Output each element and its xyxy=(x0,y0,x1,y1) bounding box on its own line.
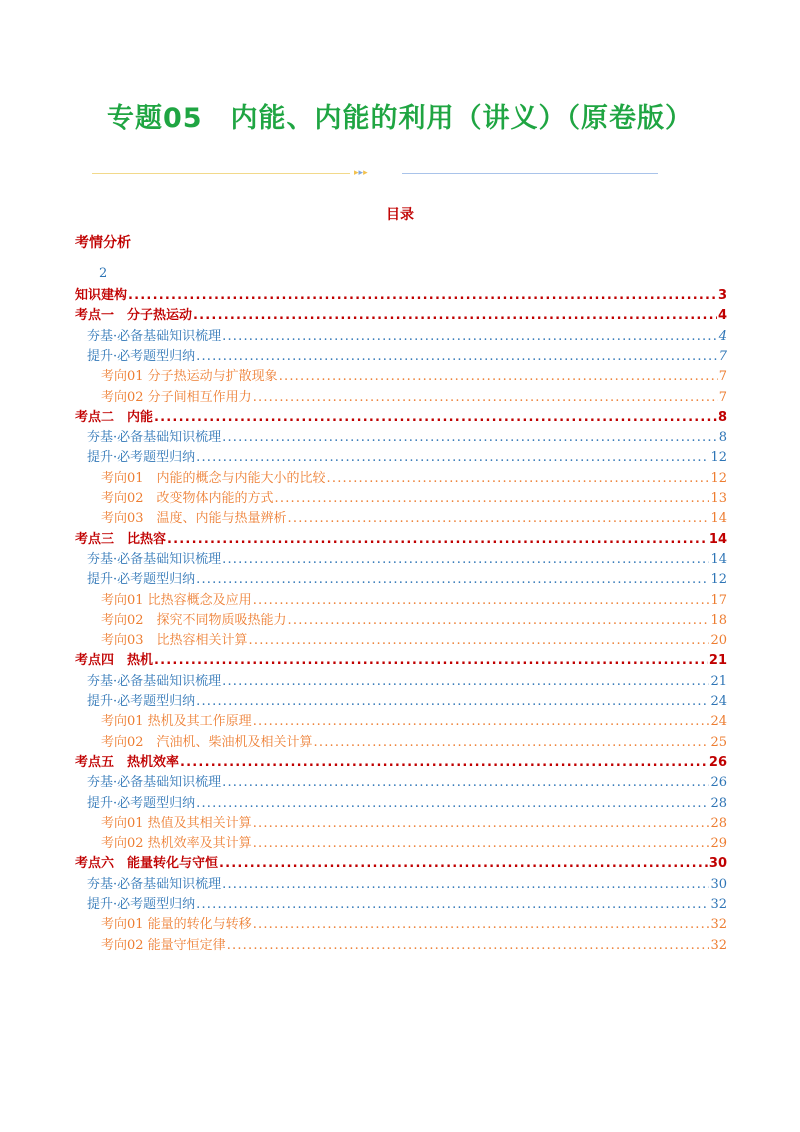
toc-leader-dots xyxy=(196,794,709,814)
toc-entry[interactable] xyxy=(75,814,727,834)
toc-entry[interactable] xyxy=(75,367,727,387)
toc-entry-label: 考点四 热机 xyxy=(75,653,154,669)
toc-leader-dots xyxy=(253,915,710,935)
toc-entry-label: 夯基·必备基础知识梳理 xyxy=(87,876,222,892)
toc-leader-dots xyxy=(196,347,718,367)
toc-leader-dots xyxy=(279,367,718,387)
toc-entry-page-number: 26 xyxy=(708,754,727,770)
toc-entry[interactable] xyxy=(75,631,727,651)
toc-entry-page-number: 7 xyxy=(718,348,727,364)
toc-entry-label: 考向01 内能的概念与内能大小的比较 xyxy=(101,470,326,486)
toc-entry[interactable] xyxy=(75,672,727,692)
toc-entry[interactable] xyxy=(75,915,727,935)
toc-entry-page-number: 32 xyxy=(710,917,727,933)
toc-leader-dots xyxy=(253,834,710,854)
toc-leader-dots xyxy=(253,712,710,732)
toc-entry-page-number: 25 xyxy=(710,734,727,750)
toc-entry-page-number: 8 xyxy=(717,409,727,425)
toc-leader-dots xyxy=(222,428,718,448)
toc-entry-page-number: 30 xyxy=(710,876,727,892)
toc-entry[interactable] xyxy=(75,327,727,347)
toc-entry-label: 夯基·必备基础知识梳理 xyxy=(87,673,222,689)
toc-entry-page-number: 30 xyxy=(708,856,727,872)
title-divider xyxy=(92,168,658,178)
toc-entry[interactable] xyxy=(75,448,727,468)
toc-entry-label: 提升·必考题型归纳 xyxy=(87,450,196,466)
toc-entry-label: 考向01 分子热运动与扩散现象 xyxy=(101,369,278,385)
toc-entry-label: 考向01 能量的转化与转移 xyxy=(101,917,252,933)
toc-entry[interactable] xyxy=(75,550,727,570)
toc-entry[interactable] xyxy=(75,570,727,590)
toc-entry-page-number: 12 xyxy=(710,470,727,486)
toc-entry[interactable] xyxy=(75,895,727,915)
toc-entry[interactable] xyxy=(75,692,727,712)
toc-entry-label: 夯基·必备基础知识梳理 xyxy=(87,328,222,344)
toc-entry-page-number: 13 xyxy=(710,491,727,506)
toc-leader-dots xyxy=(222,773,709,793)
toc-entry-page-number: 7 xyxy=(718,369,727,385)
document-title: 专题05 内能、内能的利用（讲义）（原卷版） xyxy=(106,103,694,134)
toc-entry-page-number: 7 xyxy=(718,389,727,405)
toc-leader-dots xyxy=(288,611,710,631)
toc-entry-label: 考点二 内能 xyxy=(75,409,154,425)
toc-leader-dots xyxy=(167,530,708,550)
toc-entry[interactable] xyxy=(75,347,727,367)
toc-leader-dots xyxy=(222,875,709,895)
toc-leader-dots xyxy=(222,327,718,347)
toc-entry-page-number: 28 xyxy=(710,815,727,831)
toc-entry-page-number: 29 xyxy=(710,836,727,852)
toc-entry[interactable] xyxy=(75,773,727,793)
toc-entry[interactable] xyxy=(75,428,727,448)
toc-leader-dots xyxy=(275,489,710,509)
toc-entry[interactable] xyxy=(75,875,727,895)
toc-entry-kaoqing-page: 2 xyxy=(99,266,108,281)
toc-entry-label: 考向02 汽油机、柴油机及相关计算 xyxy=(101,734,313,750)
toc-entry-label: 考向03 温度、内能与热量辨析 xyxy=(101,511,287,527)
toc-entry[interactable] xyxy=(75,509,727,529)
toc-leader-dots xyxy=(249,631,710,651)
toc-entry-label: 考向01 热值及其相关计算 xyxy=(101,815,252,831)
toc-entry-page-number: 17 xyxy=(710,592,727,608)
toc-heading: 目录 xyxy=(386,207,414,223)
toc-entry-page-number: 3 xyxy=(717,288,727,303)
toc-entry-page-number: 24 xyxy=(710,694,727,709)
toc-leader-dots xyxy=(314,733,710,753)
toc-entry[interactable] xyxy=(75,936,727,956)
toc-leader-dots xyxy=(154,408,717,428)
toc-leader-dots xyxy=(253,388,718,408)
toc-leader-dots xyxy=(154,651,708,671)
toc-leader-dots xyxy=(227,936,710,956)
toc-leader-dots xyxy=(128,286,717,306)
toc-entry[interactable] xyxy=(75,388,727,408)
toc-entry[interactable] xyxy=(75,753,727,773)
toc-entry-label: 提升·必考题型归纳 xyxy=(87,694,196,709)
toc-entry-page-number: 4 xyxy=(718,328,727,344)
toc-entry[interactable] xyxy=(75,794,727,814)
divider-arrows-icon: ▸▸▸ xyxy=(354,168,368,178)
toc-entry[interactable] xyxy=(75,611,727,631)
toc-entry[interactable] xyxy=(75,408,727,428)
toc-entry[interactable] xyxy=(75,733,727,753)
toc-entry-label: 知识建构 xyxy=(75,288,128,303)
toc-entry-label: 考向01 比热容概念及应用 xyxy=(101,592,252,608)
toc-entry[interactable] xyxy=(75,591,727,611)
toc-entry-label: 提升·必考题型归纳 xyxy=(87,572,196,588)
toc-entry[interactable] xyxy=(75,530,727,550)
toc-entry-label: 夯基·必备基础知识梳理 xyxy=(87,775,222,791)
toc-leader-dots xyxy=(196,570,709,590)
toc-leader-dots xyxy=(196,448,709,468)
toc-entry-page-number: 32 xyxy=(710,897,727,912)
toc-entry-page-number: 14 xyxy=(710,551,727,567)
toc-leader-dots xyxy=(222,550,709,570)
toc-entry-label: 考点一 分子热运动 xyxy=(75,308,193,324)
divider-left-line xyxy=(92,173,350,174)
toc-entry-page-number: 12 xyxy=(710,572,727,588)
divider-right-line xyxy=(402,173,658,174)
toc-leader-dots xyxy=(180,753,708,773)
toc-entry-page-number: 8 xyxy=(718,430,727,446)
toc-entry[interactable] xyxy=(75,286,727,306)
toc-entry-label: 考向01 热机及其工作原理 xyxy=(101,714,252,730)
toc-leader-dots xyxy=(196,692,709,712)
toc-entry[interactable] xyxy=(75,306,727,326)
toc-leader-dots xyxy=(193,306,717,326)
toc-leader-dots xyxy=(196,895,709,915)
toc-entry-page-number: 20 xyxy=(710,633,727,649)
toc-entry-label: 夯基·必备基础知识梳理 xyxy=(87,551,222,567)
toc-leader-dots xyxy=(222,672,709,692)
toc-entry-kaoqing[interactable] xyxy=(75,232,131,252)
toc-entry-label: 考点六 能量转化与守恒 xyxy=(75,856,219,872)
toc-entry-page-number: 24 xyxy=(710,714,727,730)
toc-entry[interactable] xyxy=(75,651,727,671)
toc-leader-dots xyxy=(253,591,710,611)
toc-entry-page-number: 4 xyxy=(717,308,727,324)
toc-entry-label: 考向02 能量守恒定律 xyxy=(101,937,226,953)
toc-leader-dots xyxy=(219,854,708,874)
toc-entry[interactable] xyxy=(75,469,727,489)
toc-entry-page-number: 18 xyxy=(710,612,727,628)
toc-entry-label: 提升·必考题型归纳 xyxy=(87,348,196,364)
toc-entry-label: 考向02 探究不同物质吸热能力 xyxy=(101,612,287,628)
toc-entry[interactable] xyxy=(75,854,727,874)
toc-entry-page-number: 32 xyxy=(710,937,727,953)
toc-entry[interactable] xyxy=(75,489,727,509)
toc-entry-page-number: 14 xyxy=(708,531,727,547)
toc-entry[interactable] xyxy=(75,834,727,854)
toc-entry-page-number: 12 xyxy=(710,450,727,466)
toc-entry-page-number: 28 xyxy=(710,795,727,811)
toc-entry-page-number: 26 xyxy=(710,775,727,791)
toc-leader-dots xyxy=(253,814,710,834)
toc-entry-label: 提升·必考题型归纳 xyxy=(87,897,196,912)
toc-entry-label: 考向02 分子间相互作用力 xyxy=(101,389,252,405)
toc-leader-dots xyxy=(327,469,710,489)
toc-entry-label: 考向02 改变物体内能的方式 xyxy=(101,491,274,506)
toc-entry-label: 考点三 比热容 xyxy=(75,531,167,547)
toc-leader-dots xyxy=(288,509,710,529)
toc-entry-label: 考向03 比热容相关计算 xyxy=(101,633,248,649)
toc-entry-page-number: 21 xyxy=(710,673,727,689)
toc-entry[interactable] xyxy=(75,712,727,732)
toc-entry-label: 提升·必考题型归纳 xyxy=(87,795,196,811)
toc-entry-label: 考向02 热机效率及其计算 xyxy=(101,836,252,852)
toc-entry-label: 考情分析 xyxy=(75,235,131,251)
toc-entry-page-number: 21 xyxy=(708,653,727,669)
toc-entry-label: 夯基·必备基础知识梳理 xyxy=(87,430,222,446)
toc-entry-label: 考点五 热机效率 xyxy=(75,754,180,770)
toc-entry-page-number: 14 xyxy=(710,511,727,527)
